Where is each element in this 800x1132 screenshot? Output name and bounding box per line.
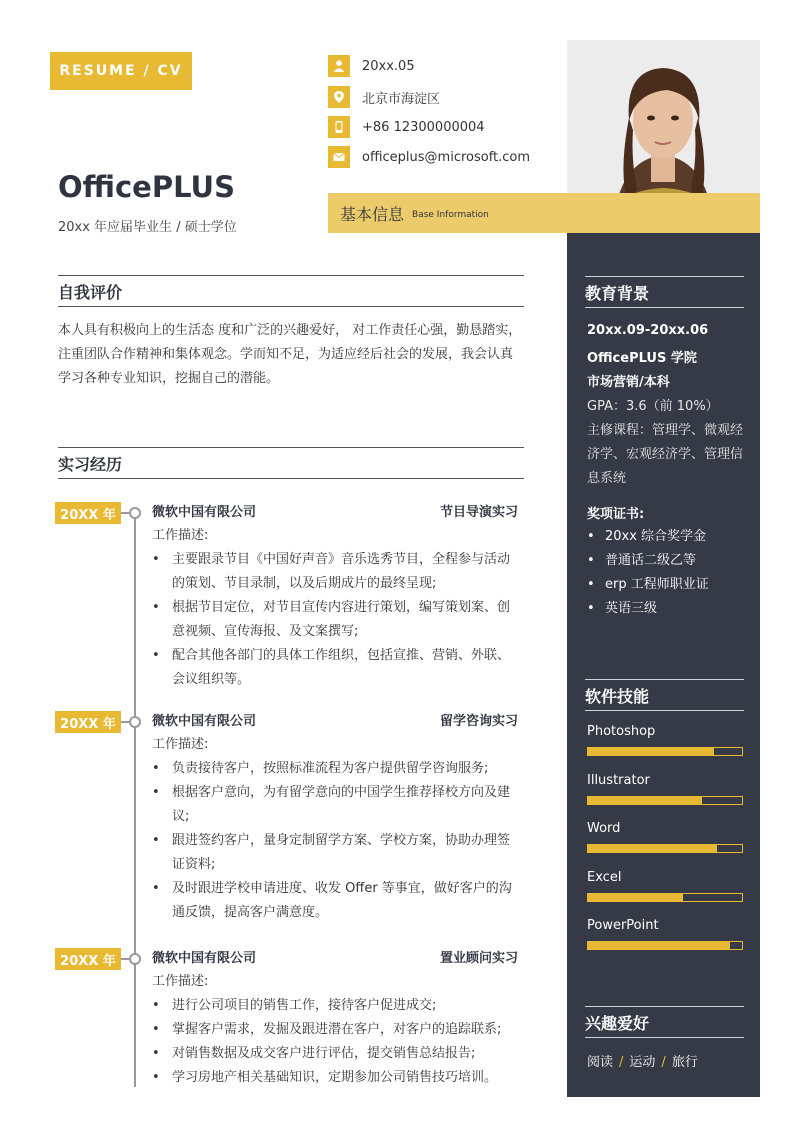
list-item: • 进行公司项目的销售工作，接待客户促进成交; <box>152 994 518 1018</box>
job-role: 置业顾问实习 <box>439 951 518 966</box>
job-company: 微软中国有限公司 <box>152 714 257 729</box>
education-courses: 息系统 <box>587 471 627 486</box>
skills-heading: 软件技能 <box>585 679 744 711</box>
contact-phone <box>328 116 558 138</box>
contact-birth <box>328 55 558 77</box>
education-period: 20xx.09-20xx.06 <box>587 323 709 338</box>
contact-location <box>328 86 558 108</box>
skill-level-fill <box>588 845 717 852</box>
skill-level-fill <box>588 748 714 755</box>
education-school: OfficePLUS 学院 <box>587 351 697 366</box>
job-desc-label: 工作描述: <box>152 974 209 989</box>
list-item: • 对销售数据及成交客户进行评估，提交销售总结报告; <box>152 1042 518 1066</box>
location-pin-icon <box>328 86 350 108</box>
awards-title: 奖项证书: <box>587 507 645 522</box>
timeline-dot <box>129 953 141 965</box>
candidate-subtitle: 20xx 年应届毕业生 / 硕士学位 <box>58 220 237 235</box>
job-year-badge: 20XX 年 <box>55 711 121 733</box>
list-item: • 及时跟进学校申请进度、收发 Offer 等事宜，做好客户的沟通反馈，提高客户满意度。 <box>152 877 518 925</box>
contact-email <box>328 146 558 168</box>
hobby-item: 旅行 <box>671 1055 698 1070</box>
list-item: • 普通话二级乙等 <box>587 549 709 573</box>
job-duty-list <box>152 548 518 692</box>
hobbies-heading: 兴趣爱好 <box>585 1006 744 1038</box>
job-entry <box>152 948 518 1090</box>
education-heading: 教育背景 <box>585 276 744 308</box>
job-company: 微软中国有限公司 <box>152 951 257 966</box>
phone-icon <box>328 116 350 138</box>
job-role: 节目导演实习 <box>439 505 518 520</box>
list-item: • 根据客户意向，为有留学意向的中国学生推荐择校方向及建议; <box>152 781 518 829</box>
timeline-dot <box>129 507 141 519</box>
job-desc-label: 工作描述: <box>152 528 209 543</box>
job-duty-list <box>152 994 518 1090</box>
skill-name: Illustrator <box>587 772 650 788</box>
mail-icon <box>328 146 350 168</box>
list-item: • 负责接待客户，按照标准流程为客户提供留学咨询服务; <box>152 757 518 781</box>
education-major: 市场营销/本科 <box>587 375 670 390</box>
skill-level-bar <box>587 893 743 902</box>
timeline-tick <box>121 958 129 960</box>
skill-name: Word <box>587 821 621 836</box>
hobby-item: 运动 <box>629 1055 656 1070</box>
job-year-badge: 20XX 年 <box>55 948 121 970</box>
list-item: • 20xx 综合奖学金 <box>587 525 709 549</box>
birth-text: 20xx.05 <box>362 58 415 74</box>
timeline-tick <box>121 512 129 514</box>
hobby-separator: / <box>619 1055 624 1070</box>
list-item: • 跟进签约客户，量身定制留学方案、学校方案，协助办理签证资料; <box>152 829 518 877</box>
location-text: 北京市海淀区 <box>362 91 441 107</box>
job-entry <box>152 502 518 692</box>
list-item: • 学习房地产相关基础知识，定期参加公司销售技巧培训。 <box>152 1066 518 1090</box>
basic-info-title: 基本信息 <box>340 204 405 224</box>
internship-heading: 实习经历 <box>58 447 524 479</box>
skill-level-bar <box>587 796 743 805</box>
hobbies-line <box>587 1051 698 1070</box>
job-header <box>152 502 518 524</box>
list-item: • erp 工程师职业证 <box>587 573 709 597</box>
education-courses: 济学、宏观经济学、管理信 <box>587 447 744 462</box>
list-item: • 掌握客户需求，发掘及跟进潜在客户，对客户的追踪联系; <box>152 1018 518 1042</box>
awards-list <box>587 525 709 621</box>
list-item: • 配合其他各部门的具体工作组织，包括宣推、营销、外联、会议组织等。 <box>152 644 518 692</box>
job-desc-label: 工作描述: <box>152 737 209 752</box>
candidate-name: OfficePLUS <box>58 170 235 204</box>
skill-name: PowerPoint <box>587 918 659 933</box>
skill-level-fill <box>588 942 730 949</box>
job-header <box>152 711 518 733</box>
list-item: • 英语三级 <box>587 597 709 621</box>
timeline-line <box>134 513 136 1087</box>
job-company: 微软中国有限公司 <box>152 505 257 520</box>
skill-name: Photoshop <box>587 724 656 739</box>
resume-badge: RESUME / CV <box>50 52 192 90</box>
skill-level-fill <box>588 797 702 804</box>
self-eval-text: 本人具有积极向上的生活态 度和广泛的兴趣爱好， 对工作责任心强，勤恳踏实，注重团队合作精神和集体观念。学而知不足，为适应经后社会的发展，我会认真学习各种专业知识，挖掘自己的潜能。 <box>58 323 522 386</box>
skill-level-bar <box>587 941 743 950</box>
skill-name: Excel <box>587 869 622 885</box>
list-item: • 根据节目定位，对节目宣传内容进行策划，编写策划案、创意视频、宣传海报、及文案撰写; <box>152 596 518 644</box>
hobby-separator: / <box>661 1055 666 1070</box>
list-item: • 主要跟录节目《中国好声音》音乐选秀节目，全程参与活动的策划、节目录制，以及后期成片的最终呈现; <box>152 548 518 596</box>
job-year-badge: 20XX 年 <box>55 502 121 524</box>
skill-level-fill <box>588 894 683 901</box>
skill-level-bar <box>587 747 743 756</box>
job-header <box>152 948 518 970</box>
basic-info-bar <box>328 193 760 233</box>
job-entry <box>152 711 518 925</box>
basic-info-subtitle: Base Information <box>412 210 489 220</box>
email-text[interactable]: officeplus@microsoft.com <box>362 149 531 165</box>
skill-level-bar <box>587 844 743 853</box>
phone-text[interactable]: +86 12300000004 <box>362 119 485 135</box>
job-role: 留学咨询实习 <box>439 714 518 729</box>
timeline-tick <box>121 721 129 723</box>
job-duty-list <box>152 757 518 925</box>
person-icon <box>328 55 350 77</box>
hobby-item: 阅读 <box>587 1055 614 1070</box>
education-gpa: GPA：3.6（前 10%） <box>587 399 719 414</box>
self-eval-heading: 自我评价 <box>58 275 524 307</box>
education-courses: 主修课程：管理学、微观经 <box>587 423 744 438</box>
sidebar <box>567 233 760 1097</box>
timeline-dot <box>129 716 141 728</box>
